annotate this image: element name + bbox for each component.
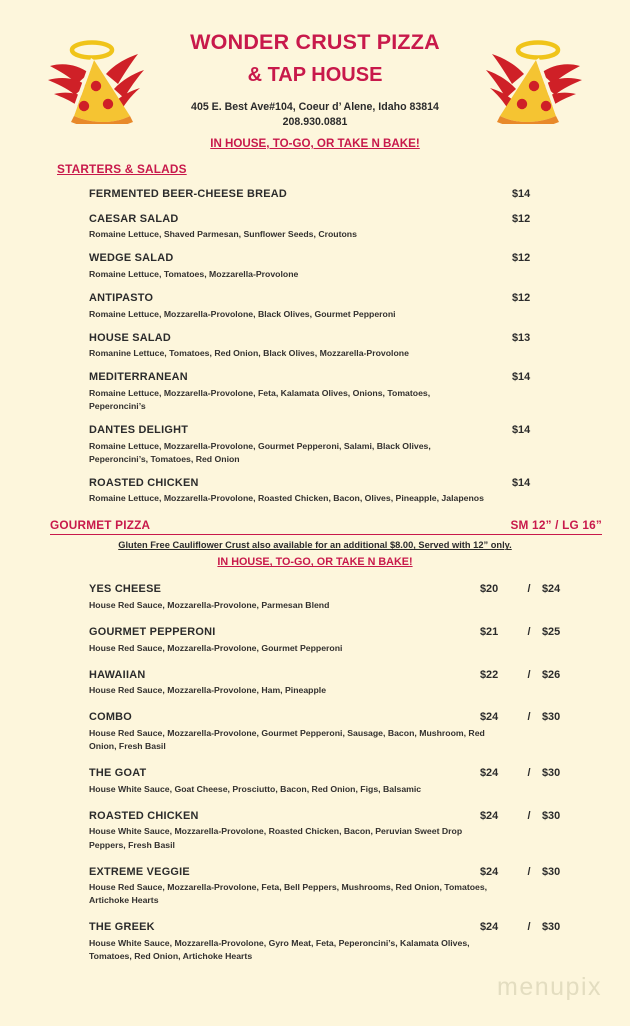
- menu-header: [0, 0, 630, 152]
- menu-item-name: THE GOAT: [89, 767, 147, 780]
- gourmet-pizza-heading-row: [50, 519, 602, 535]
- menu-item: [0, 810, 630, 852]
- menu-item: [0, 669, 630, 698]
- price-separator: /: [527, 668, 531, 681]
- menu-item: [0, 371, 630, 413]
- menu-item-name: YES CHEESE: [89, 583, 162, 596]
- menu-item-price-small: $24: [480, 809, 499, 822]
- gluten-free-note: Gluten Free Cauliflower Crust also available for an additional $8.00, Served with 12” only.: [118, 540, 512, 551]
- menu-item-price-pair: [480, 711, 590, 723]
- price-separator: /: [527, 583, 531, 596]
- pizza-size-header: SM 12” / LG 16”: [510, 518, 602, 533]
- price-separator: /: [527, 921, 531, 934]
- menu-item-name: ROASTED CHICKEN: [89, 809, 199, 822]
- menu-item-price: $12: [512, 252, 531, 265]
- menu-item: [0, 477, 630, 506]
- menu-item-name: EXTREME VEGGIE: [89, 865, 190, 878]
- menu-item: [0, 424, 630, 466]
- menu-item-price-large: $24: [542, 583, 561, 596]
- menu-item-price: $12: [512, 212, 531, 225]
- menu-item-price: $14: [512, 188, 531, 200]
- menu-item-price-large: $25: [542, 626, 561, 639]
- menu-item-price-small: $20: [480, 583, 499, 596]
- menu-item-name: ROASTED CHICKEN: [89, 476, 199, 489]
- menu-item-price-large: $30: [542, 711, 561, 724]
- price-separator: /: [527, 767, 531, 780]
- menu-item-price-pair: [480, 810, 590, 822]
- section-heading-starters: STARTERS & SALADS: [57, 162, 187, 176]
- gourmet-pizza-item-list: [0, 583, 630, 963]
- menu-item-price-pair: [480, 866, 590, 878]
- menu-item: [0, 188, 630, 202]
- menu-item-price-large: $30: [542, 767, 561, 780]
- menupix-watermark: menupix: [497, 973, 602, 1001]
- menu-item-price-small: $24: [480, 711, 499, 724]
- menu-item-price-small: $21: [480, 626, 499, 639]
- menu-item: [0, 332, 630, 361]
- menu-item-description: House White Sauce, Mozzarella-Provolone, Roasted Chicken, Bacon, Peruvian Sweet Drop Peppers, Fresh Basil: [89, 826, 463, 850]
- restaurant-address: 405 E. Best Ave#104, Coeur d’ Alene, Idaho 83814: [191, 100, 439, 113]
- menu-item-description: House Red Sauce, Mozzarella-Provolone, Ham, Pineapple: [89, 685, 327, 696]
- menu-item-price: $14: [512, 424, 531, 437]
- menu-item-description: Romanine Lettuce, Tomatoes, Red Onion, Black Olives, Mozzarella-Provolone: [89, 348, 409, 359]
- menu-item-description: House Red Sauce, Mozzarella-Provolone, Gourmet Pepperoni: [89, 642, 343, 653]
- menu-item-price-pair: [480, 669, 590, 681]
- menu-item: [0, 626, 630, 655]
- menu-item-description: House White Sauce, Mozzarella-Provolone, Gyro Meat, Feta, Peperoncini’s, Kalamata Olives, Tomatoes, Red Onion, Artichoke Hearts: [89, 937, 470, 961]
- price-separator: /: [527, 865, 531, 878]
- price-separator: /: [527, 711, 531, 724]
- gourmet-pizza-banner: [0, 519, 630, 571]
- menu-item-price: $13: [512, 331, 531, 344]
- winged-pizza-slice-icon: [476, 18, 596, 124]
- menu-item-name: DANTES DELIGHT: [89, 424, 189, 437]
- menu-item: [0, 252, 630, 281]
- menu-item-description: House Red Sauce, Mozzarella-Provolone, Parmesan Blend: [89, 600, 330, 611]
- restaurant-title-block: [160, 30, 470, 150]
- menu-item-description: Romaine Lettuce, Mozzarella-Provolone, Feta, Kalamata Olives, Onions, Tomatoes, Peperoncini’s: [89, 387, 431, 411]
- menu-item-description: Romaine Lettuce, Tomatoes, Mozzarella-Provolone: [89, 268, 299, 279]
- menu-item-name: CAESAR SALAD: [89, 212, 179, 225]
- header-promo-banner: IN HOUSE, TO-GO, OR TAKE N BAKE!: [210, 137, 420, 151]
- starters-item-list: [0, 188, 630, 505]
- menu-item-name: THE GREEK: [89, 921, 155, 934]
- menu-item-name: WEDGE SALAD: [89, 252, 174, 265]
- menu-item-price-pair: [480, 583, 590, 595]
- menu-item-price-large: $30: [542, 809, 561, 822]
- menu-item: [0, 921, 630, 963]
- menu-item: [0, 866, 630, 908]
- menu-item-price-large: $30: [542, 865, 561, 878]
- menu-item-name: FERMENTED BEER-CHEESE BREAD: [89, 188, 287, 200]
- menu-item-price-small: $24: [480, 865, 499, 878]
- restaurant-phone: 208.930.0881: [282, 115, 348, 128]
- menu-item: [0, 767, 630, 796]
- menu-item: [0, 292, 630, 321]
- restaurant-name-line1: WONDER CRUST PIZZA: [190, 30, 440, 54]
- menu-item-description: Romaine Lettuce, Shaved Parmesan, Sunflower Seeds, Croutons: [89, 229, 357, 240]
- menu-item-name: MEDITERRANEAN: [89, 371, 188, 384]
- menu-item: [0, 583, 630, 612]
- restaurant-name-line2: & TAP HOUSE: [247, 64, 383, 87]
- price-separator: /: [527, 626, 531, 639]
- menu-item-name: HAWAIIAN: [89, 668, 146, 681]
- menu-item-price: $14: [512, 476, 531, 489]
- menu-item-price-large: $26: [542, 668, 561, 681]
- section-heading-gourmet-pizza: GOURMET PIZZA: [50, 518, 151, 533]
- menu-item-name: COMBO: [89, 711, 132, 724]
- menu-item: [0, 711, 630, 753]
- menu-item-price-small: $24: [480, 767, 499, 780]
- menu-item-price-pair: [480, 767, 590, 779]
- menu-item-price-pair: [480, 626, 590, 638]
- menu-item-description: Romaine Lettuce, Mozzarella-Provolone, Gourmet Pepperoni, Salami, Black Olives, Peperoncini’s, Tomatoes, Red Onion: [89, 440, 431, 464]
- menu-item: [0, 213, 630, 242]
- menu-item-name: HOUSE SALAD: [89, 331, 172, 344]
- menu-item-name: ANTIPASTO: [89, 291, 154, 304]
- menu-item-description: House Red Sauce, Mozzarella-Provolone, Gourmet Pepperoni, Sausage, Bacon, Mushroom, Red Onion, Fresh Basil: [89, 728, 485, 752]
- price-separator: /: [527, 809, 531, 822]
- menu-item-price-pair: [480, 921, 590, 933]
- menu-item-price-large: $30: [542, 921, 561, 934]
- menu-item-name: GOURMET PEPPERONI: [89, 626, 216, 639]
- menu-item-description: House Red Sauce, Mozzarella-Provolone, Feta, Bell Peppers, Mushrooms, Red Onion, Tomatoes, Artichoke Hearts: [89, 882, 488, 906]
- menu-item-description: House White Sauce, Goat Cheese, Prosciutto, Bacon, Red Onion, Figs, Balsamic: [89, 783, 422, 794]
- menu-item-price-small: $24: [480, 921, 499, 934]
- menu-item-price: $14: [512, 371, 531, 384]
- winged-pizza-slice-icon: [34, 18, 154, 124]
- pizza-promo-banner: IN HOUSE, TO-GO, OR TAKE N BAKE!: [217, 556, 413, 569]
- menu-item-description: Romaine Lettuce, Mozzarella-Provolone, Black Olives, Gourmet Pepperoni: [89, 308, 396, 319]
- menu-item-price: $12: [512, 291, 531, 304]
- menu-item-description: Romaine Lettuce, Mozzarella-Provolone, Roasted Chicken, Bacon, Olives, Pineapple, Jalapenos: [89, 493, 484, 504]
- menu-item-price-small: $22: [480, 668, 499, 681]
